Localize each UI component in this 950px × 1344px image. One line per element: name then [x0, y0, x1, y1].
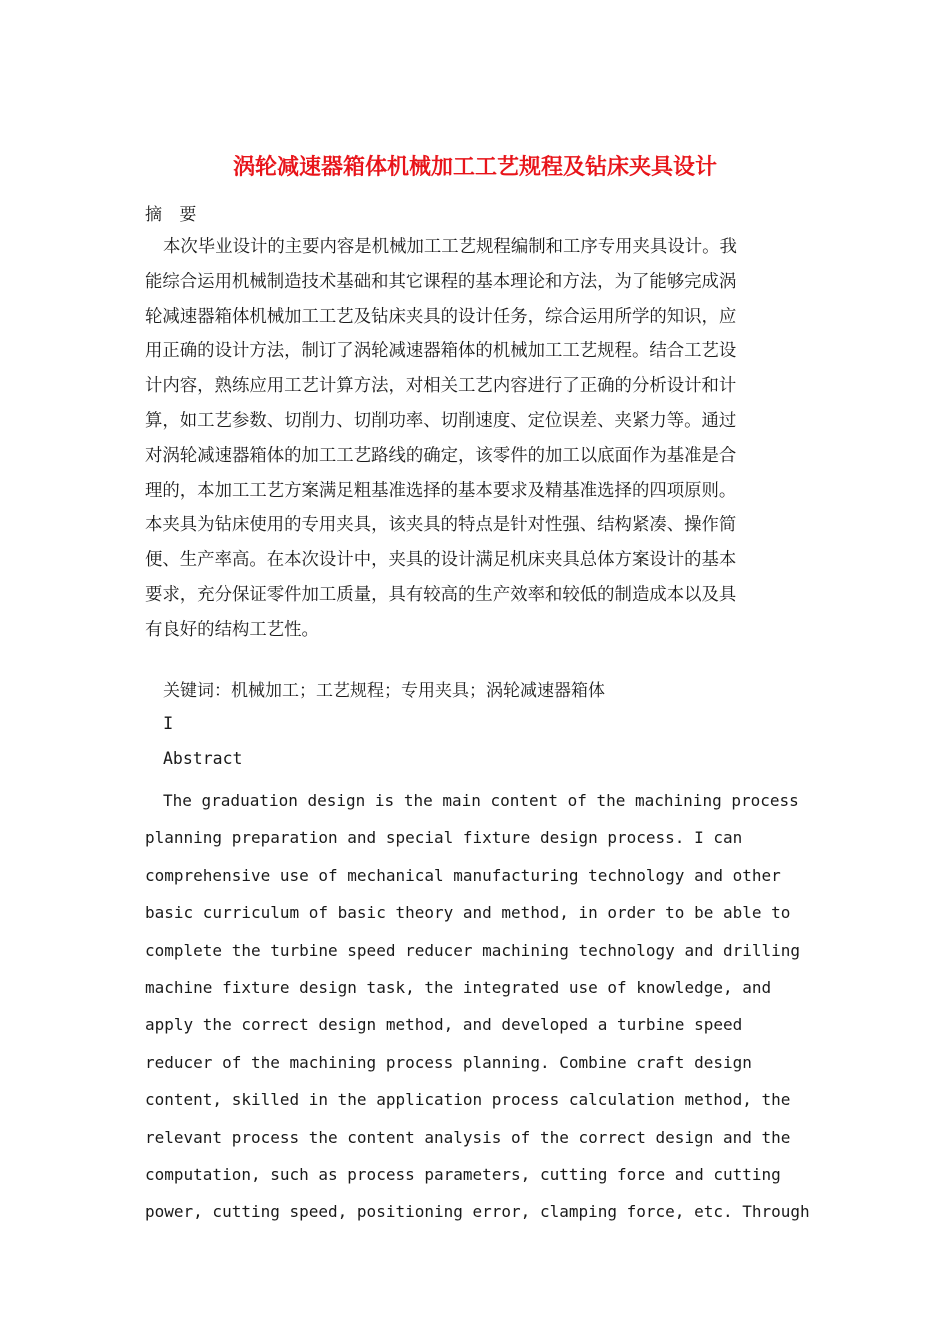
abstract-en-line: reducer of the machining process planning. Combine craft design: [145, 1052, 752, 1072]
abstract-en-line: basic curriculum of basic theory and method, in order to be able to: [145, 903, 791, 923]
abstract-cn-line: 算，如工艺参数、切削力、切削功率、切削速度、定位误差、夹紧力等。通过: [145, 410, 737, 431]
abstract-en-line: relevant process the content analysis of the correct design and the: [145, 1127, 791, 1147]
page-number: I: [163, 714, 174, 734]
abstract-en-line: complete the turbine speed reducer machining technology and drilling: [145, 940, 801, 960]
abstract-cn-line: 理的，本加工工艺方案满足粗基准选择的基本要求及精基准选择的四项原则。: [145, 480, 737, 501]
document-title: 涡轮减速器箱体机械加工工艺规程及钻床夹具设计: [232, 154, 717, 180]
abstract-en-line: planning preparation and special fixture design process. I can: [145, 828, 743, 848]
abstract-en-line: machine fixture design task, the integrated use of knowledge, and: [145, 977, 772, 997]
abstract-cn-line: 能综合运用机械制造技术基础和其它课程的基本理论和方法，为了能够完成涡: [145, 271, 737, 292]
abstract-en-line: power, cutting speed, positioning error, clamping force, etc. Through: [145, 1202, 810, 1222]
abstract-en-line: computation, such as process parameters, cutting force and cutting: [145, 1164, 781, 1184]
abstract-en-line: comprehensive use of mechanical manufacturing technology and other: [145, 865, 781, 885]
abstract-cn-line: 便、生产率高。在本次设计中，夹具的设计满足机床夹具总体方案设计的基本: [145, 550, 737, 571]
abstract-cn-line: 有良好的结构工艺性。: [145, 619, 319, 640]
abstract-cn-line: 对涡轮减速器箱体的加工工艺路线的确定，该零件的加工以底面作为基准是合: [145, 445, 737, 466]
abstract-en-body: [145, 782, 825, 1231]
abstract-en-line: apply the correct design method, and developed a turbine speed: [145, 1015, 743, 1035]
abstract-cn-line: 本夹具为钻床使用的专用夹具，该夹具的特点是针对性强、结构紧凑、操作简: [145, 515, 737, 536]
abstract-cn-line: 要求，充分保证零件加工质量，具有较高的生产效率和较低的制造成本以及具: [145, 584, 737, 605]
abstract-heading: 摘 要: [145, 205, 203, 225]
abstract-en-heading: Abstract: [163, 749, 243, 768]
abstract-cn-line: 轮减速器箱体机械加工工艺及钻床夹具的设计任务，综合运用所学的知识，应: [145, 306, 737, 327]
abstract-cn-body: [145, 230, 815, 648]
keywords-line: 关键词：机械加工；工艺规程；专用夹具；涡轮减速器箱体: [163, 681, 605, 701]
abstract-en-line: content, skilled in the application process calculation method, the: [145, 1090, 791, 1110]
abstract-cn-line: 本次毕业设计的主要内容是机械加工工艺规程编制和工序专用夹具设计。我: [163, 237, 737, 257]
abstract-cn-line: 计内容，熟练应用工艺计算方法，对相关工艺内容进行了正确的分析设计和计: [145, 376, 737, 397]
abstract-cn-line: 用正确的设计方法，制订了涡轮减速器箱体的机械加工工艺规程。结合工艺设: [145, 341, 737, 362]
abstract-en-line: The graduation design is the main content of the machining process: [163, 791, 799, 810]
